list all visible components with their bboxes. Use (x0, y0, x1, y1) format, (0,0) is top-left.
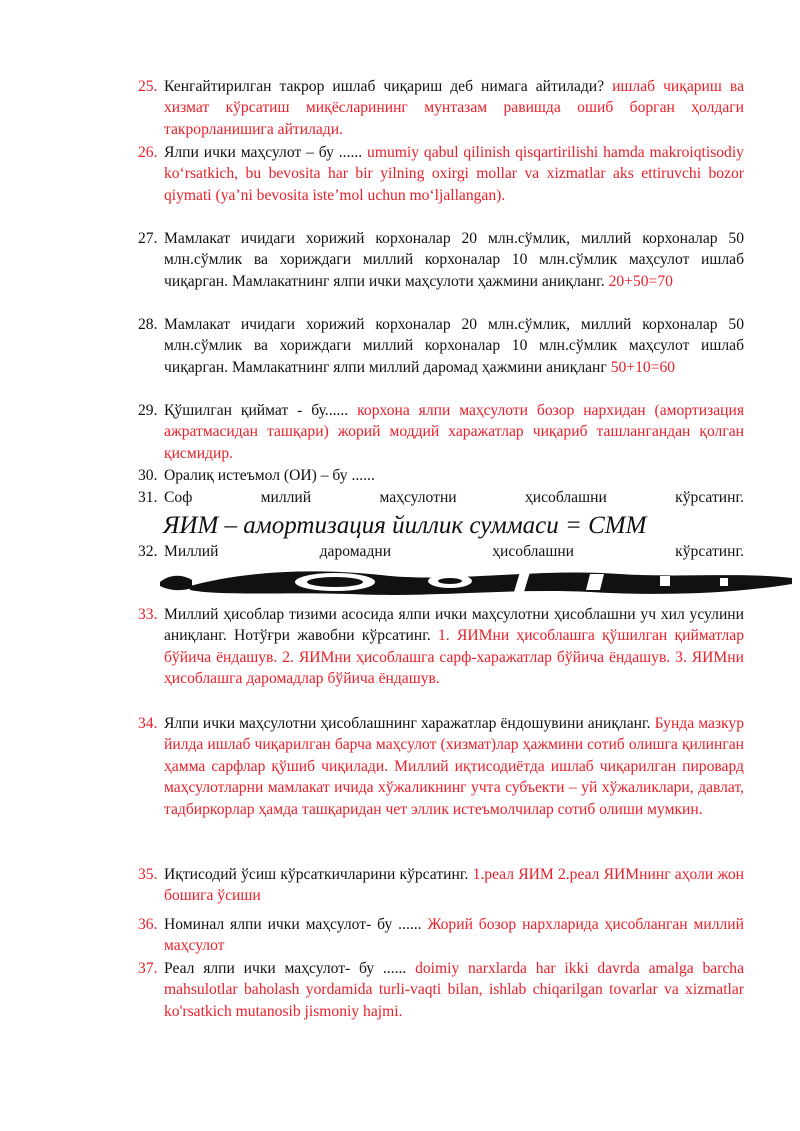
question-33 (138, 604, 744, 690)
answer-text: doimiy narxlarda har ikki davrda amalga barcha mahsulotlar baholash yordamida turli-vaqti bilan, ishlab chiqarilgan tovarlar va xizmatlar ko'rsatkich mutanosib jismoniy hajmi. (164, 960, 744, 1020)
question-text: Кенгайтирилган такрор ишлаб чиқариш деб нимага айтилади? (164, 78, 613, 95)
question-number: 33. (138, 606, 158, 623)
question-number: 28. (138, 316, 158, 333)
question-31 (138, 487, 744, 508)
question-text: Иқтисодий ўсиш кўрсаткичларини кўрсатинг. (164, 866, 473, 883)
question-35 (138, 864, 744, 907)
question-text: Оралиқ истеъмол (ОИ) – бу ...... (164, 467, 375, 484)
question-text: Реал ялпи ички маҳсулот- бу ...... (164, 960, 416, 977)
answer-text: ишлаб чиқариш ва хизмат кўрсатиш миқёсларининг мунтазам равишда ошиб борган ҳолдаги такрорланишига айтилади. (164, 78, 744, 138)
answer-text: Бунда мазкур йилда ишлаб чиқарилган барча маҳсулот (хизмат)лар ҳажмини сотиб олишга қилинган ҳамма сарфлар қўшиб чиқилади. Миллий иқтисодиётда ишлаб чиқарилган пировард маҳсулотларни мамлакат ичида хўжаликнинг учта субъекти – уй хўжаликлари, давлат, тадбиркорлар ҳамда ташқаридан чет эллик истеъмолчилар сотиб олиши мумкин. (164, 715, 744, 818)
question-34 (138, 713, 744, 820)
question-text: Миллий ҳисоблар тизими асосида ялпи ички маҳсулотни ҳисоблашни уч хил усулини аниқланг. Нотўғри жавобни кўрсатинг. (164, 606, 744, 645)
question-number: 29. (138, 402, 158, 419)
question-number: 26. (138, 144, 158, 161)
question-text: Номинал ялпи ички маҳсулот- бу ...... (164, 916, 428, 933)
answer-text: umumiy qabul qilinish qisqartirilishi hamda makroiqtisodiy koʻrsatkich, bu bevosita har bir yilning oxirgi mollar va xizmatlar aks ettiruvchi bozor qiymati (yaʼni bevosita isteʼmol uchun moʻljallangan). (164, 144, 744, 204)
question-text: Мамлакат ичидаги хорижий корхоналар 20 млн.сўмлик, миллий корхоналар 50 млн.сўмлик ва хориждаги миллий корхоналар 10 млн.сўмлик маҳсулот ишлаб чиқарган. Мамлакатнинг ялпи миллий даромад ҳажмини аниқланг (164, 316, 744, 376)
question-number: 30. (138, 467, 158, 484)
question-37 (138, 958, 744, 1022)
question-26 (138, 142, 744, 206)
question-text: Ялпи ички маҳсулот – бу ...... (164, 144, 368, 161)
question-number: 27. (138, 230, 158, 247)
question-text: Қўшилган қиймат - бу...... (164, 402, 358, 419)
question-25 (138, 76, 744, 140)
question-number: 32. (138, 543, 158, 560)
question-number: 37. (138, 960, 158, 977)
question-text: Миллий даромадни ҳисоблашни кўрсатинг. (164, 543, 744, 560)
question-36 (138, 914, 744, 957)
answer-text: Жорий бозор нархларида ҳисобланган миллий маҳсулот (164, 916, 744, 955)
question-number: 25. (138, 78, 158, 95)
answer-text: корхона ялпи маҳсулоти бозор нархидан (амортизация ажратмасидан ташқари) жорий моддий харажатлар чиқариб ташлангандан қолган қисмидир. (164, 402, 744, 462)
question-28 (138, 314, 744, 378)
question-29 (138, 400, 744, 464)
question-number: 31. (138, 489, 158, 506)
question-32 (138, 541, 744, 562)
question-text: Соф миллий маҳсулотни ҳисоблашни кўрсатинг. (164, 489, 744, 506)
question-text: Ялпи ички маҳсулотни ҳисоблашнинг харажатлар ёндошувини аниқланг. (164, 715, 655, 732)
question-number: 36. (138, 916, 158, 933)
formula-snm: ЯИМ – амортизация йиллик суммаси = СММ (163, 512, 647, 539)
question-text: Мамлакат ичидаги хорижий корхоналар 20 млн.сўмлик, миллий корхоналар 50 млн.сўмлик ва хориждаги миллий корхоналар 10 млн.сўмлик маҳсулот ишлаб чиқарган. Мамлакатнинг ялпи ички маҳсулоти ҳажмини аниқланг. (164, 230, 744, 290)
answer-text: 1.реал ЯИМ 2.реал ЯИМнинг аҳоли жон бошига ўсиши (164, 866, 744, 905)
answer-text: 50+10=60 (610, 358, 676, 376)
distorted-formula-image (160, 566, 796, 598)
question-30 (138, 465, 744, 486)
question-number: 34. (138, 715, 158, 732)
answer-text: 1. ЯИМни ҳисоблашга қўшилган қийматлар бўйича ёндашув. 2. ЯИМни ҳисоблашга сарф-харажатлар бўйича ёндашув. 3. ЯИМни ҳисоблашга даромадлар бўйича ёндашув. (164, 627, 744, 688)
question-number: 35. (138, 866, 158, 883)
question-27 (138, 228, 744, 292)
answer-text: 20+50=70 (608, 272, 673, 290)
